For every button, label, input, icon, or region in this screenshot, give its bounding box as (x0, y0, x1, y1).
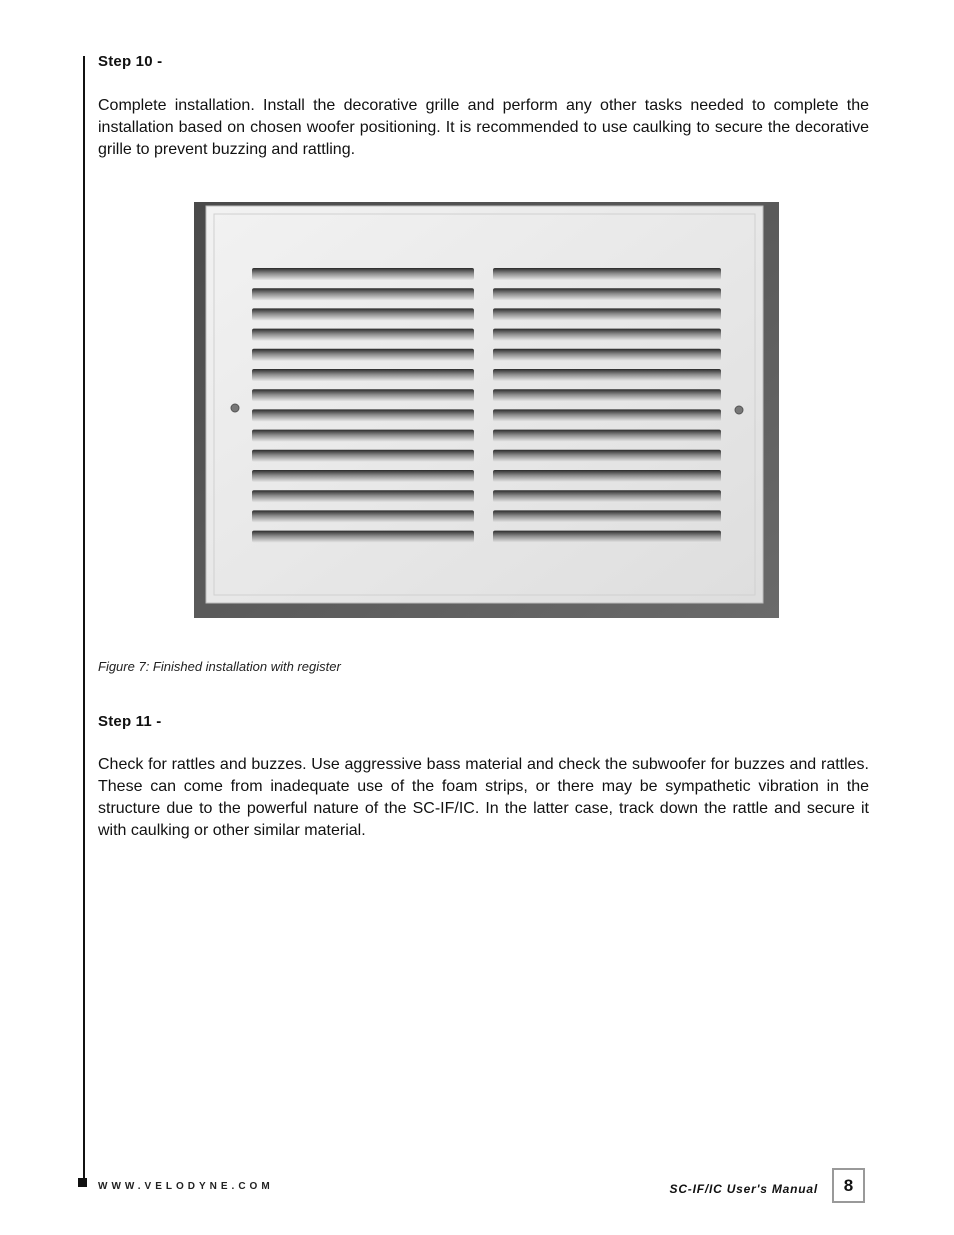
grille-slat (493, 409, 721, 421)
step-10-heading: Step 10 - (98, 53, 163, 70)
grille-slat (493, 510, 721, 522)
grille-slat (493, 470, 721, 482)
page-number: 8 (832, 1168, 865, 1203)
grille-slat (252, 389, 474, 401)
step-10-body: Complete installation. Install the decorative grille and perform any other tasks needed to complete the installation based on chosen woofer positioning. It is recommended to use caulking to secure the decorative grille to prevent buzzing and rattling. (98, 97, 869, 158)
step-11-body: Check for rattles and buzzes. Use aggressive bass material and check the subwoofer for buzzes and rattles. These can come from inadequate use of the foam strips, or there may be sympathetic vibration in the structure due to the powerful nature of the SC-IF/IC. In the latter case, track down the rattle and secure it with caulking or other similar material. (98, 756, 869, 839)
grille-slat (252, 308, 474, 320)
step-11-heading: Step 11 - (98, 713, 162, 730)
footer-website: WWW.VELODYNE.COM (98, 1181, 274, 1192)
register-grille-photo (194, 202, 779, 618)
grille-slat (493, 369, 721, 381)
grille-slat (252, 288, 474, 300)
grille-slat (252, 409, 474, 421)
grille-slat (252, 268, 474, 280)
grille-slat (493, 531, 721, 543)
grille-slat (493, 349, 721, 361)
left-margin-rule (83, 56, 85, 1182)
grille-slat (252, 531, 474, 543)
grille-slat (493, 490, 721, 502)
grille-slat (252, 349, 474, 361)
grille-slat (252, 430, 474, 442)
left-rule-end-marker (78, 1178, 87, 1187)
grille-slat (493, 329, 721, 341)
grille-slat (252, 490, 474, 502)
grille-slat (493, 288, 721, 300)
footer-manual-title: SC-IF/IC User's Manual (669, 1182, 818, 1196)
grille-slat (252, 329, 474, 341)
grille-slat (493, 389, 721, 401)
grille-slat (252, 450, 474, 462)
figure-caption: Figure 7: Finished installation with register (98, 659, 341, 674)
grille-slat (493, 450, 721, 462)
grille-slat (493, 268, 721, 280)
grille-slat (252, 369, 474, 381)
grille-slat (493, 430, 721, 442)
grille-slat (252, 470, 474, 482)
grille-slat (252, 510, 474, 522)
grille-slat (493, 308, 721, 320)
